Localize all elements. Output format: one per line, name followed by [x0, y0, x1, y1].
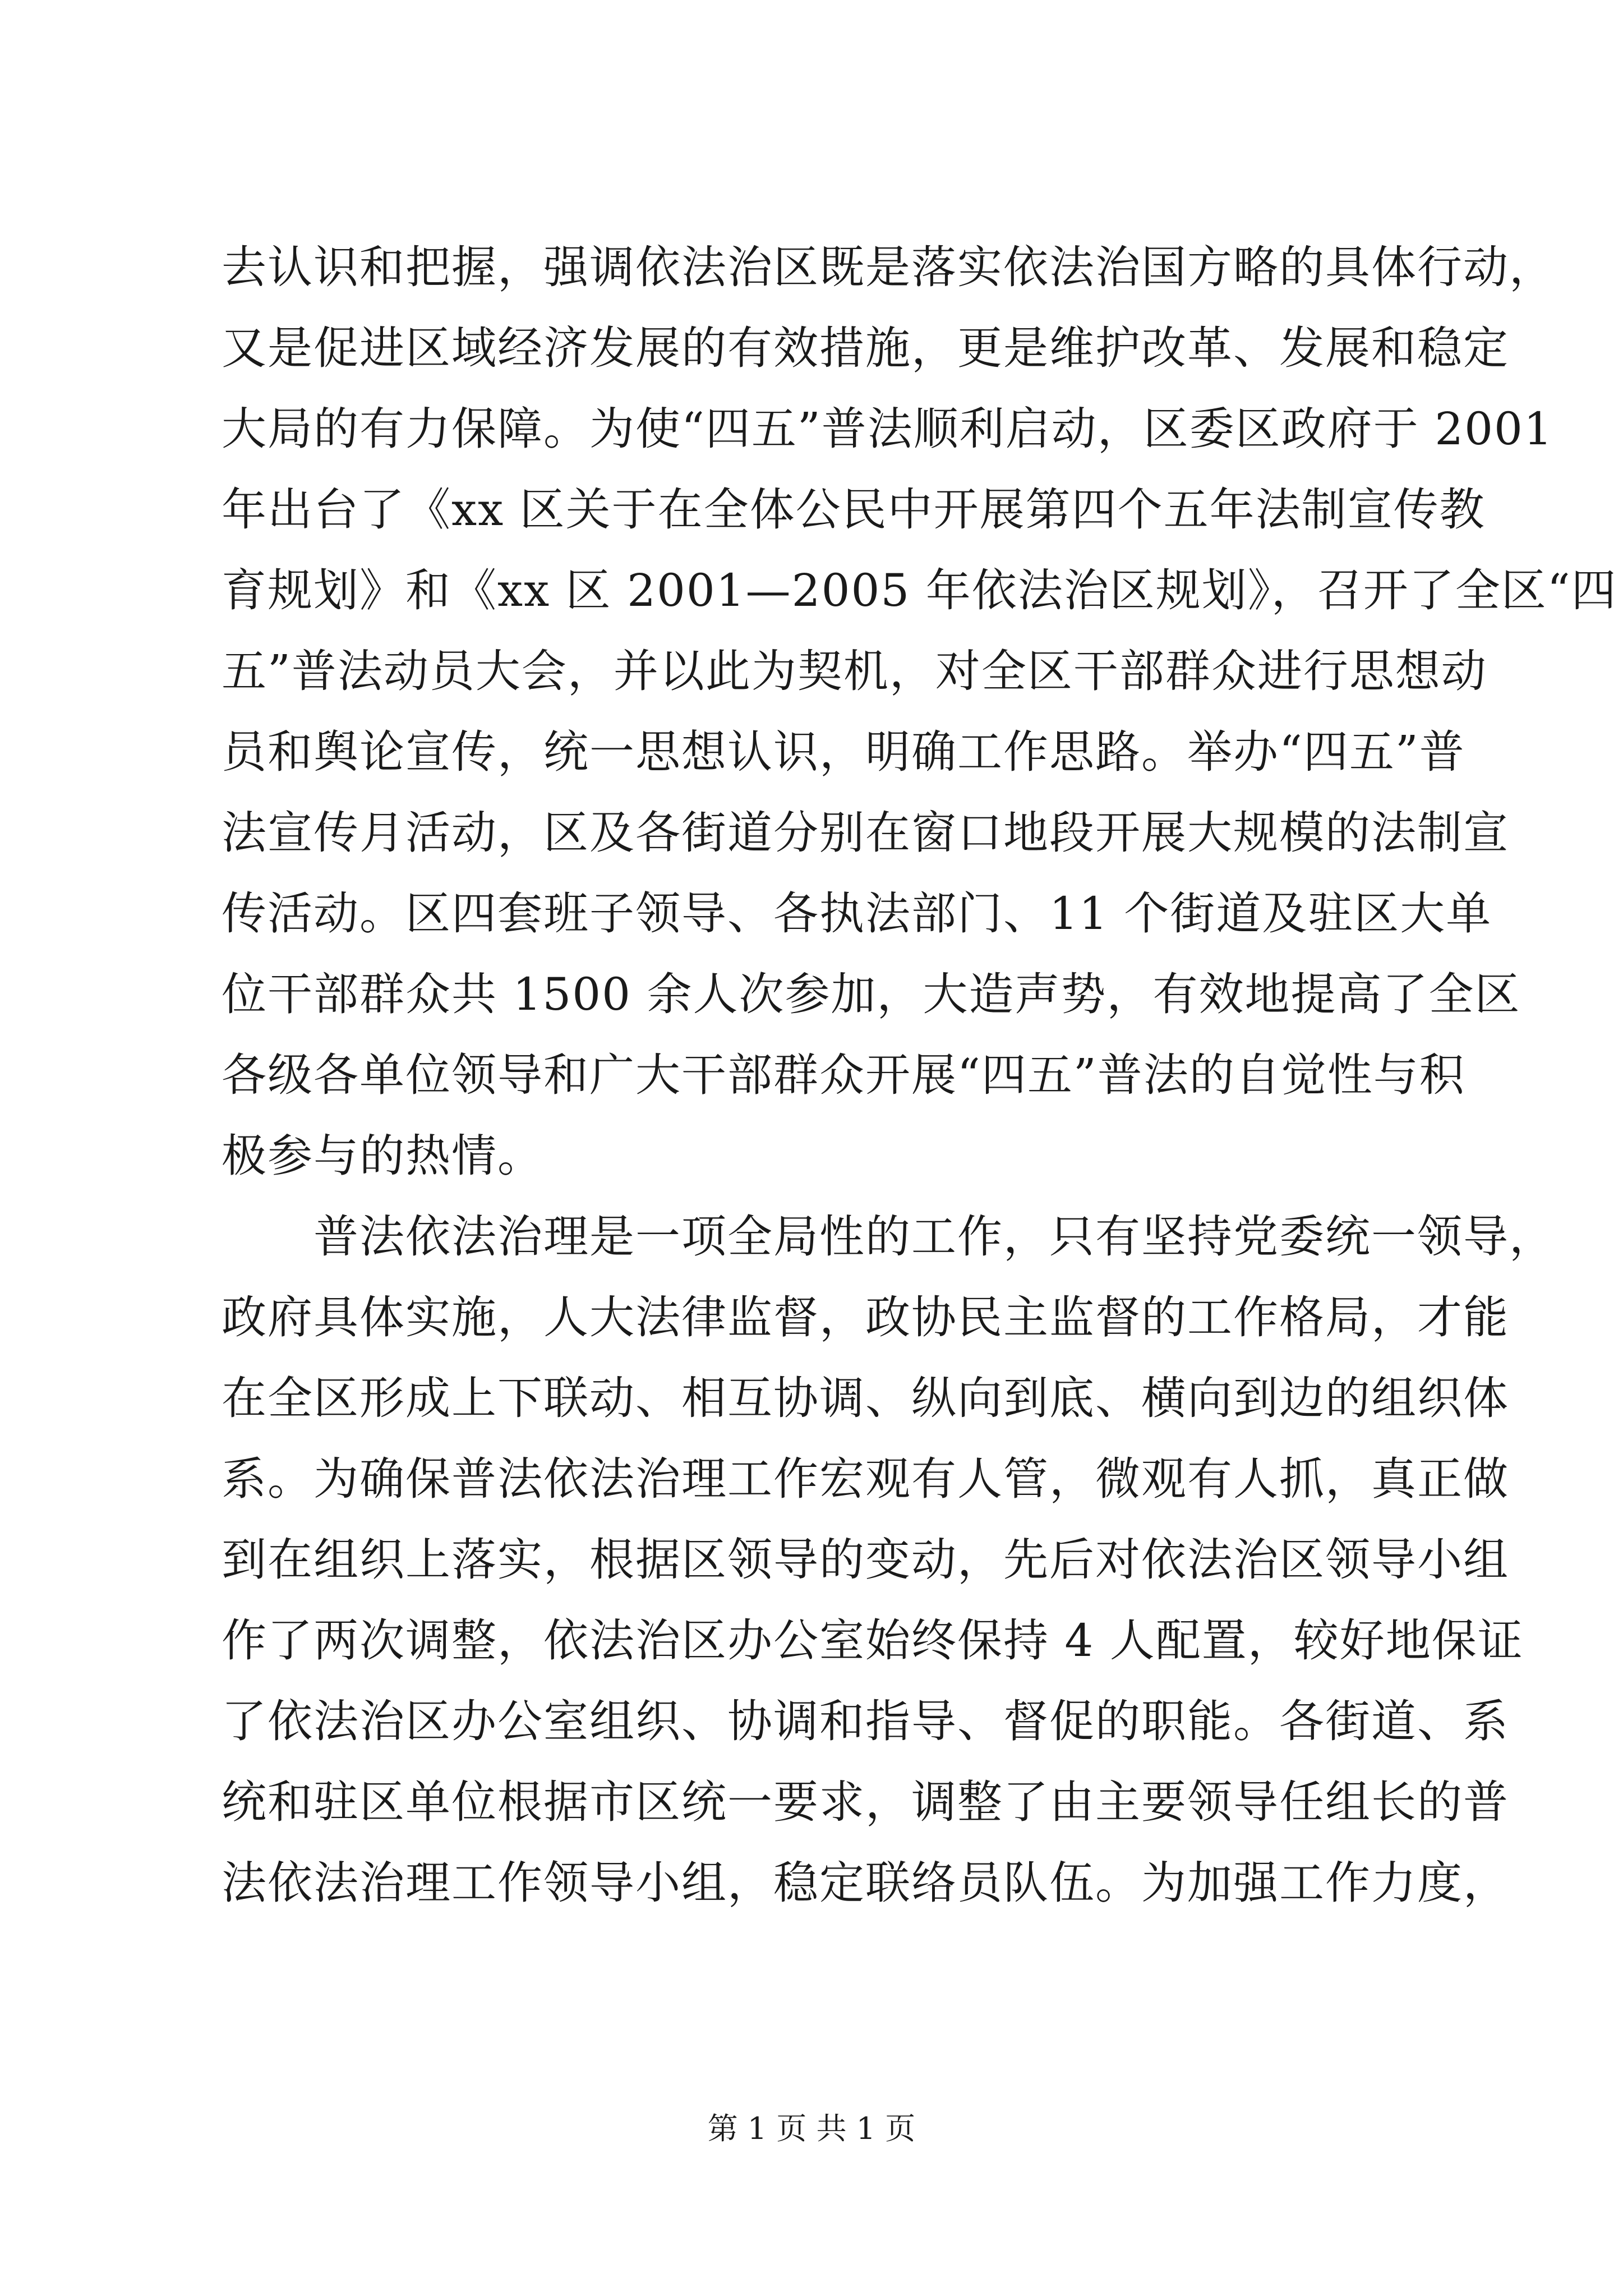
text-line: 传活动。区四套班子领导、各执法部门、11 个街道及驻区大单 — [222, 887, 1492, 940]
text-line: 法依法治理工作领导小组，稳定联络员队伍。为加强工作力度， — [222, 1857, 1509, 1909]
text-line: 五”普法动员大会，并以此为契机，对全区干部群众进行思想动 — [222, 645, 1487, 697]
text-line: 位干部群众共 1500 余人次参加，大造声势，有效地提高了全区 — [222, 968, 1521, 1020]
text-line: 去认识和把握，强调依法治区既是落实依法治国方略的具体行动， — [222, 241, 1555, 293]
text-line: 又是促进区域经济发展的有效措施，更是维护改革、发展和稳定 — [222, 322, 1509, 374]
text-line: 大局的有力保障。为使“四五”普法顺利启动，区委区政府于 2001 — [222, 403, 1553, 455]
page-footer: 第 1 页 共 1 页 — [707, 2111, 916, 2146]
document-body — [222, 227, 1617, 1924]
text-line: 极参与的热情。 — [222, 1130, 543, 1182]
text-line: 各级各单位领导和广大干部群众开展“四五”普法的自觉性与积 — [222, 1049, 1465, 1101]
text-line: 普法依法治理是一项全局性的工作，只有坚持党委统一领导， — [222, 1211, 1555, 1263]
text-line: 育规划》和《xx 区 2001—2005 年依法治区规划》，召开了全区“四 — [222, 564, 1617, 616]
text-line: 统和驻区单位根据市区统一要求，调整了由主要领导任组长的普 — [222, 1776, 1509, 1828]
text-line: 作了两次调整，依法治区办公室始终保持 4 人配置，较好地保证 — [222, 1614, 1524, 1667]
text-line: 系。为确保普法依法治理工作宏观有人管，微观有人抓，真正做 — [222, 1453, 1509, 1505]
text-line: 政府具体实施，人大法律监督，政协民主监督的工作格局，才能 — [222, 1291, 1509, 1343]
text-line: 到在组织上落实，根据区领导的变动，先后对依法治区领导小组 — [222, 1534, 1509, 1586]
text-line: 年出台了《xx 区关于在全体公民中开展第四个五年法制宣传教 — [222, 484, 1486, 536]
text-line: 在全区形成上下联动、相互协调、纵向到底、横向到边的组织体 — [222, 1372, 1509, 1424]
text-line: 了依法治区办公室组织、协调和指导、督促的职能。各街道、系 — [222, 1695, 1509, 1747]
text-line: 法宣传月活动，区及各街道分别在窗口地段开展大规模的法制宣 — [222, 807, 1509, 859]
text-line: 员和舆论宣传，统一思想认识，明确工作思路。举办“四五”普 — [222, 726, 1465, 778]
